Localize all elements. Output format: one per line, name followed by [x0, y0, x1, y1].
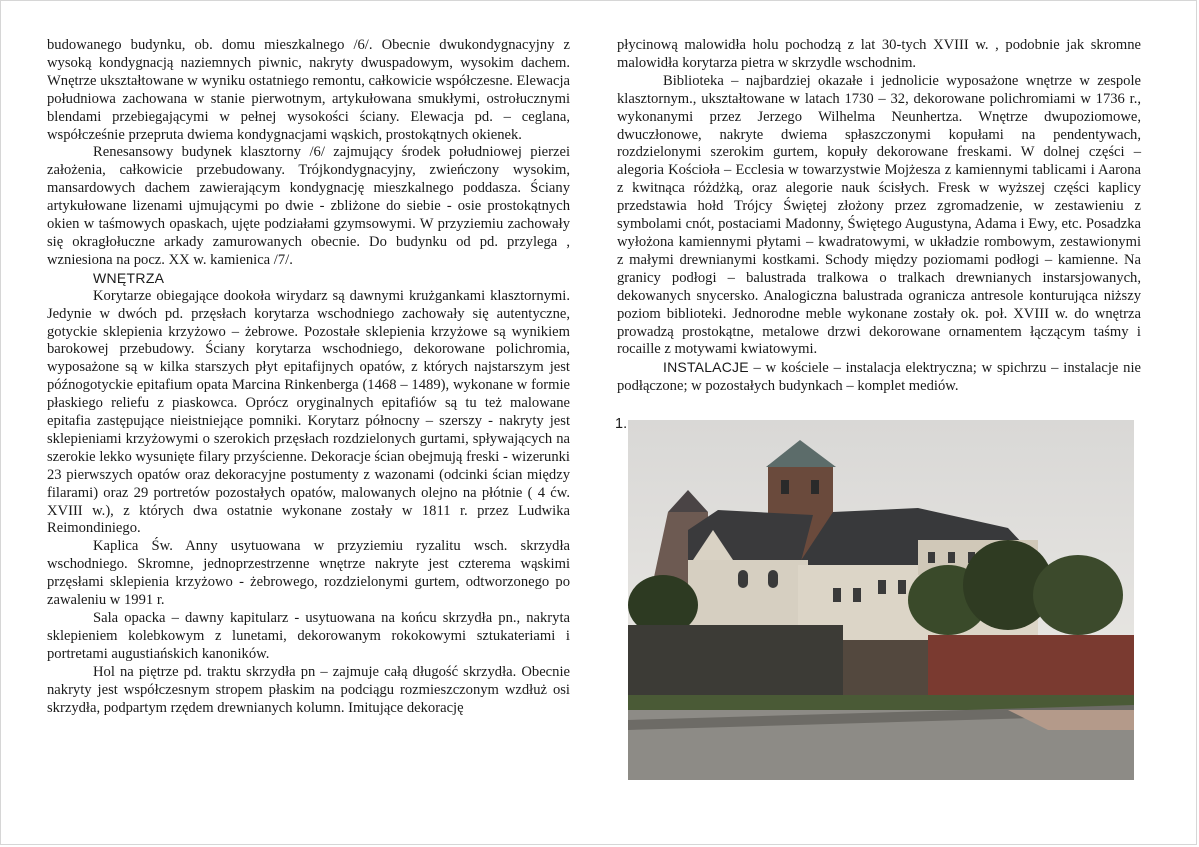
- monastery-illustration: [628, 420, 1134, 780]
- paragraph: Renesansowy budynek klasztorny /6/ zajmujący środek południowej pierzei założenia, całkowicie przebudowany. Trójkondygnacyjny, zwieńczony wysokim, mansardowych dachem zawierającym kondygnację mieszkalnego poddasza. Ściany artykułowane lizenami ujmującymi po dwie - zbliżone do siebie - osie prostokątnych okien w taśmowych opaskach, ujęte podziałami gzymsowymi. W przyziemiu zachowały się okragłołuczne arkady zamurowanych obecnie. Do budynku od pd. przylega , wzniesiona na pocz. XX w. kamienica /7/.: [47, 144, 570, 268]
- paragraph-text: – w kościele – instalacja elektryczna; w spichrzu – instalacje nie podłączone; w pozostałych budynkach – komplet mediów.: [617, 360, 1141, 395]
- paragraph-instalacje: [617, 359, 1141, 396]
- paragraph: Sala opacka – dawny kapitularz - usytuowana na końcu skrzydła pn., nakryta sklepieniem kolebkowym z lunetami, dekorowanym rokokowymi sztukateriami i portretami augustiańskich kanoników.: [47, 610, 570, 662]
- section-heading-wnetrza: WNĘTRZA: [93, 269, 165, 286]
- paragraph: Biblioteka – najbardziej okazałe i jednolicie wyposażone wnętrze w zespole klasztornym., ukształtowane w latach 1730 – 32, dekorowane polichromiami w 1736 r., wykonanymi przez Jerzego Wilhelma Neunhertza. Wnętrze dwupoziomowe, dwuczłonowe, nakryte dwiema spłaszczonymi kopułami na pendentywach, rozdzielonymi szerokim gurtem, kopuły dekorowane freskami. W dolnej części – alegoria Kościoła – Ecclesia w towarzystwie Mojżesza z kamiennymi tablicami i Aarona z kwitnąca różdżką, oraz alegorie nauk ścisłych. Fresk w wyższej części kaplicy przedstawia hołd Trójcy Świętej złożony przez zgromadzenie, w zestawieniu z symbolami cnót, postaciami Madonny, Świętego Augustyna, Adama i Ewy, etc. Posadzka wyłożona kamiennymi płytami – kwadratowymi, w układzie rombowym, zestawionymi z małymi drewnianymi kostkami. Schody między poziomami podłogi – kamienne. Na granicy podłogi – balustrada tralkowa o tralkach drewnianych instarsjowanych, dekowanych snycersko. Analogiczna balustrada ogranicza antresole konturująca niższy poziom biblioteki. Jednorodne meble wykonane zostały ok. poł. XVIII w. do wnętrza prowadzą prostokątne, metalowe drzwi dekorowane ornamentem łączącym taśmy i rocaille z motywami kwiatowymi.: [617, 72, 1141, 358]
- paragraph: Hol na piętrze pd. traktu skrzydła pn – zajmuje całą długość skrzydła. Obecnie nakryty jest współczesnym stropem płaskim na podciągu rozmieszczonym wzdłuż osi skrzydła, podpartym rzędem drewnianych kolumn. Imitujące dekorację: [47, 663, 570, 716]
- photo-number: 1.: [615, 416, 628, 432]
- right-column: [617, 37, 1141, 396]
- paragraph: płycinową malowidła holu pochodzą z lat 30-tych XVIII w. , podobnie jak skromne malowidła korytarza pietra w skrzydle wschodnim.: [617, 37, 1141, 71]
- monastery-photo: [628, 420, 1134, 780]
- paragraph: Kaplica Św. Anny usytuowana w przyziemiu ryzalitu wsch. skrzydła wschodniego. Skromne, jednoprzestrzenne wnętrze nakryte jest czterema wąskimi przęsłami sklepienia krzyżowo - żebrowego, rozdzielonymi gurtem, odtworzonego po zawaleniu w 1991 r.: [47, 538, 570, 609]
- paragraph: Korytarze obiegające dookoła wirydarz są dawnymi krużgankami klasztornymi. Jedynie w dwóch pd. przęsłach korytarza wschodniego zachowały się autentyczne, gotyckie sklepienia krzyżowo – żebrowe. Pozostałe sklepienia krzyżowe są wynikiem barokowej przebudowy. Ściany korytarza wschodniego, dekorowane polichromia, wyposażone są w kilka starszych płyt epitafijnych opatów, z których najstarszym jest późnogotyckie epitafium opata Marcina Rinkenberga (1468 – 1489), wykonane w formie płaskiego reliefu z piaskowca. Oprócz oryginalnych epitafiów są tu też malowane epitafia zastępujące nieistniejące pomniki. Korytarz północny – szerszy - nakryty jest sklepieniami krzyżowymi o szerokich przęsłach rozdzielonych gurtami, spływających na szerokie lekko wysunięte filary przyścienne. Dekoracje ścian obejmują freski - wizerunki 23 pierwszych opatów oraz dekoracyjne postumenty z wazonami (odcinki ścian między filarami) oraz 29 portretów pozostałych opatów, malowanych olejno na płótnie ( 4 ćw. XVIII w.), z których dwa ostatnie wykonane zostały w 1811 r. przez Ludwika Reimondiniego.: [47, 287, 570, 537]
- section-heading-instalacje: INSTALACJE: [663, 359, 749, 376]
- left-column: [47, 37, 570, 717]
- paragraph: budowanego budynku, ob. domu mieszkalnego /6/. Obecnie dwukondygnacyjny z wysoką kondygnacją naziemnych piwnic, nakryty dwuspadowym, wysokim dachem. Wnętrze ukształtowane w wyniku ostatniego remontu, całkowicie współczesne. Elewacja południowa zachowana w stanie pierwotnym, artykułowana smukłymi, ostrołucznymi blendami przebiegającymi w pełnej wysokości ściany. Elewacja pd. – ceglana, współcześnie przepruta dwiema kondygnacjami wąskich, prostokątnych okienek.: [47, 37, 570, 143]
